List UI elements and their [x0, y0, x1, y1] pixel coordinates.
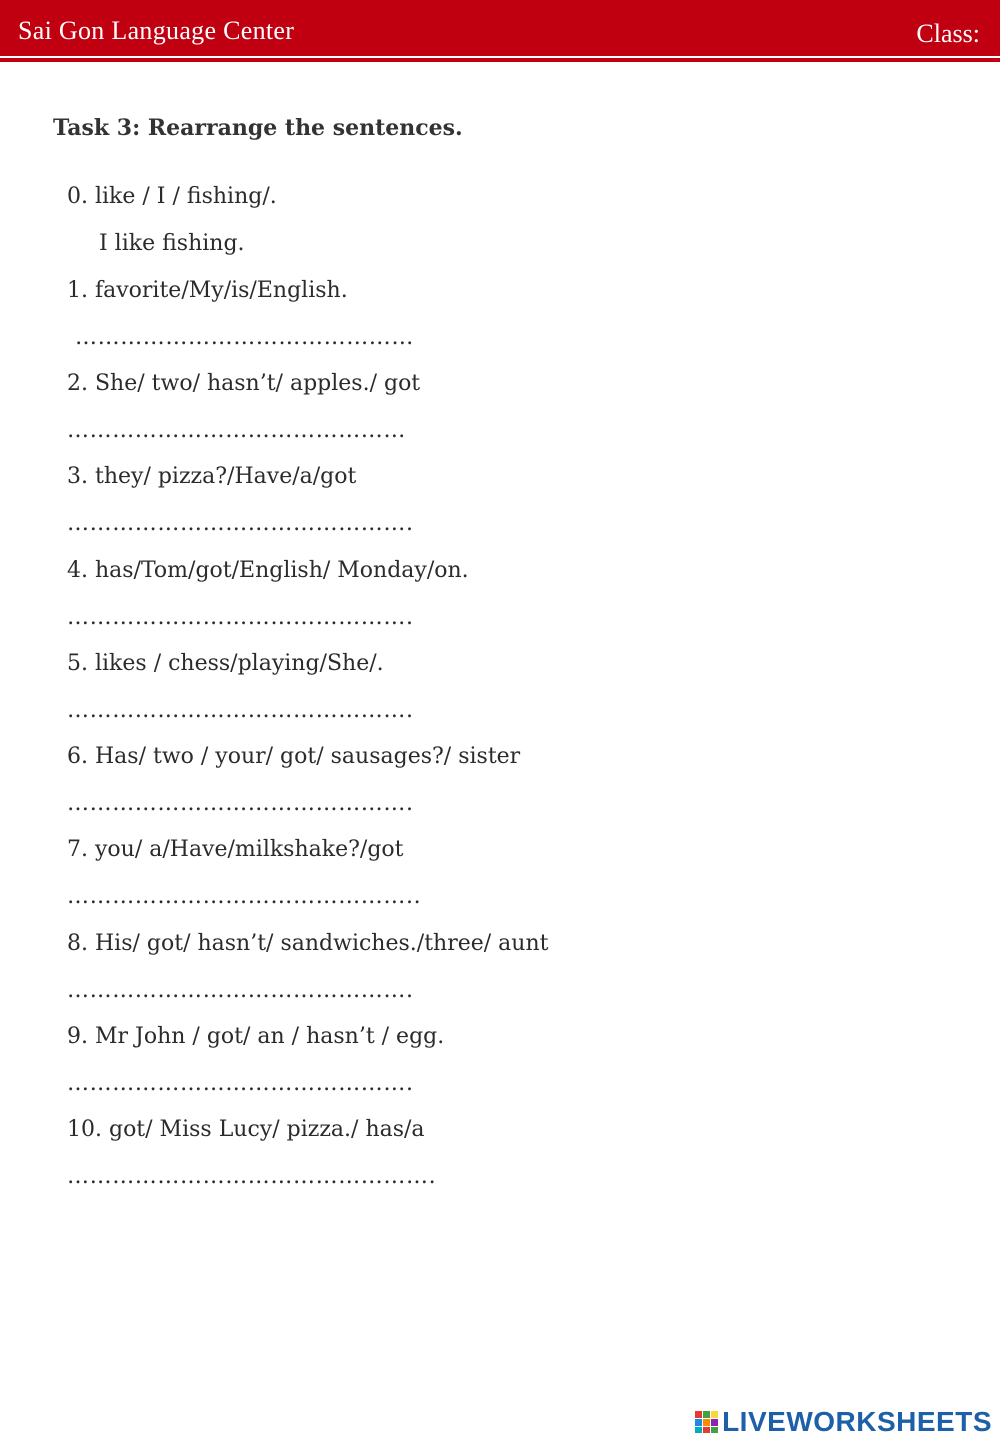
item-0-answer: I like fishing.	[99, 231, 245, 256]
header-divider	[0, 58, 1000, 62]
item-9-prompt: 9. Mr John / got/ an / hasn’t / egg.	[67, 1024, 445, 1049]
liveworksheets-logo[interactable]	[694, 1407, 992, 1437]
item-3-answer-blank[interactable]: ……………………………………….	[67, 511, 414, 536]
item-7-prompt: 7. you/ a/Have/milkshake?/got	[67, 837, 404, 862]
item-4-answer-blank[interactable]: ……………………………………….	[67, 605, 414, 630]
item-0-prompt: 0. like / I / fishing/.	[67, 184, 277, 209]
item-7-answer-blank[interactable]: ………………………………………..	[67, 884, 422, 909]
item-8-answer-blank[interactable]: ……………………………………….	[67, 978, 414, 1003]
liveworksheets-logo-icon	[694, 1410, 720, 1434]
item-8-prompt: 8. His/ got/ hasn’t/ sandwiches./three/ aunt	[67, 931, 549, 956]
item-6-prompt: 6. Has/ two / your/ got/ sausages?/ sister	[67, 744, 521, 769]
task-title: Task 3: Rearrange the sentences.	[53, 115, 463, 141]
item-3-prompt: 3. they/ pizza?/Have/a/got	[67, 464, 357, 489]
item-5-answer-blank[interactable]: ……………………………………….	[67, 698, 414, 723]
item-4-prompt: 4. has/Tom/got/English/ Monday/on.	[67, 558, 469, 583]
item-1-prompt: 1. favorite/My/is/English.	[67, 278, 348, 303]
item-10-answer-blank[interactable]: ………………………………………….	[67, 1164, 437, 1189]
item-5-prompt: 5. likes / chess/playing/She/.	[67, 651, 384, 676]
item-10-prompt: 10. got/ Miss Lucy/ pizza./ has/a	[67, 1117, 425, 1142]
item-6-answer-blank[interactable]: ……………………………………….	[67, 791, 414, 816]
item-2-answer-blank[interactable]: ………………………………………	[67, 418, 406, 443]
item-2-prompt: 2. She/ two/ hasn’t/ apples./ got	[67, 371, 421, 396]
item-9-answer-blank[interactable]: ……………………………………….	[67, 1071, 414, 1096]
item-1-answer-blank[interactable]: ………………………………………	[75, 325, 414, 350]
school-name: Sai Gon Language Center	[18, 16, 295, 45]
header-bar	[0, 0, 1000, 56]
logo-text: LIVEWORKSHEETS	[722, 1406, 992, 1437]
class-label: Class:	[916, 19, 980, 48]
